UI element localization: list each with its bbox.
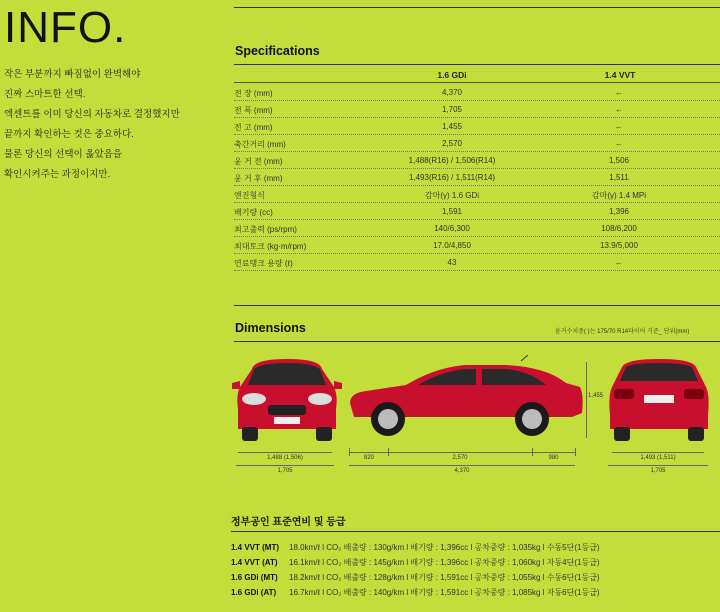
spec-row bbox=[234, 203, 720, 220]
fuel-model: 1.4 VVT (AT) bbox=[231, 558, 278, 567]
spec-value-vvt: ← bbox=[615, 105, 623, 114]
spec-row bbox=[234, 101, 720, 118]
spec-value-gdi: 1,488(R16) / 1,506(R14) bbox=[408, 156, 496, 165]
front-overhang-label: 820 bbox=[363, 455, 374, 461]
spec-value-gdi: 1,705 bbox=[441, 105, 463, 114]
fuel-row bbox=[231, 557, 600, 568]
dimensions-note: 윤거수치중( )는 175/70 R14타이어 기준_ 단위(mm) bbox=[555, 329, 690, 335]
height-label: 1,455 bbox=[588, 393, 604, 399]
fuel-model: 1.6 GDi (AT) bbox=[231, 588, 277, 597]
spec-value-vvt: 1,506 bbox=[608, 156, 630, 165]
spec-value-gdi: 1,493(R16) / 1,511(R14) bbox=[408, 173, 496, 182]
fuel-model: 1.6 GDi (MT) bbox=[231, 573, 278, 582]
column-header-vvt: 1.4 VVT bbox=[604, 70, 636, 80]
car-front-view bbox=[232, 355, 342, 445]
dimensions-divider bbox=[234, 341, 720, 342]
front-width-line bbox=[236, 465, 334, 466]
fuel-detail: 16.7km/ℓ l CO₂ 배출량 : 140g/km l 배기량 : 1,591cc l 공차중량 : 1,085kg l 자동6단(1등급) bbox=[289, 588, 600, 597]
fuel-detail: 16.1km/ℓ l CO₂ 배출량 : 145g/km l 배기량 : 1,396cc l 공차중량 : 1,060kg l 자동4단(1등급) bbox=[289, 558, 600, 567]
spec-value-gdi: 1,455 bbox=[441, 122, 463, 131]
spec-value-gdi: 4,370 bbox=[441, 88, 463, 97]
intro-line: 작은 부분까지 빠짐없이 완벽해야 bbox=[4, 69, 141, 80]
spec-value-gdi: 감마(γ) 1.6 GDi bbox=[424, 191, 480, 200]
dimensions-title: Dimensions bbox=[235, 321, 306, 335]
top-divider bbox=[234, 7, 720, 8]
spec-row bbox=[234, 118, 720, 135]
rear-overhang-label: 980 bbox=[548, 455, 559, 461]
front-track-label: 1,488 (1,506) bbox=[267, 455, 303, 461]
spec-row bbox=[234, 220, 720, 237]
spec-label: 윤 거 후 (mm) bbox=[234, 174, 283, 183]
spec-row bbox=[234, 254, 720, 271]
spec-value-vvt: ← bbox=[615, 258, 623, 267]
fuel-divider bbox=[231, 531, 720, 532]
spec-value-gdi: 43 bbox=[447, 258, 457, 267]
spec-row bbox=[234, 84, 720, 101]
spec-value-gdi: 2,570 bbox=[441, 139, 463, 148]
rear-track-label: 1,493 (1,511) bbox=[640, 455, 676, 461]
fuel-detail: 18.0km/ℓ l CO₂ 배출량 : 130g/km l 배기량 : 1,396cc l 공차중량 : 1,035kg l 수동5단(1등급) bbox=[289, 543, 600, 552]
spec-value-vvt: 감마(γ) 1.4 MPi bbox=[591, 191, 647, 200]
spec-value-vvt: 13.9/5,000 bbox=[600, 241, 638, 250]
spec-label: 전 장 (mm) bbox=[234, 89, 273, 98]
spec-value-vvt: ← bbox=[615, 139, 623, 148]
spec-row bbox=[234, 169, 720, 186]
specs-header-divider bbox=[234, 82, 720, 83]
column-header-gdi: 1.6 GDi bbox=[437, 70, 467, 80]
spec-row bbox=[234, 186, 720, 203]
front-track-line bbox=[238, 452, 332, 453]
rear-width-label: 1,705 bbox=[650, 468, 666, 474]
fuel-row bbox=[231, 542, 600, 553]
dim-tick bbox=[575, 448, 576, 456]
spec-label: 배기량 (cc) bbox=[234, 208, 273, 217]
intro-line: 확인시켜주는 과정이지만. bbox=[4, 169, 111, 180]
rear-width-line bbox=[608, 465, 708, 466]
spec-label: 최고출력 (ps/rpm) bbox=[234, 225, 297, 234]
spec-label: 전 고 (mm) bbox=[234, 123, 273, 132]
page-title: INFO. bbox=[4, 3, 127, 52]
car-rear-view bbox=[604, 355, 714, 445]
fuel-economy-title: 정부공인 표준연비 및 등급 bbox=[231, 517, 346, 528]
side-segment-line bbox=[349, 452, 575, 453]
spec-value-vvt: ← bbox=[615, 122, 623, 131]
spec-value-gdi: 1,591 bbox=[441, 207, 463, 216]
spec-value-vvt: 108/6,200 bbox=[601, 224, 637, 233]
spec-label: 엔진형식 bbox=[234, 191, 265, 200]
spec-label: 연료탱크 용량 (ℓ) bbox=[234, 259, 293, 268]
spec-row bbox=[234, 152, 720, 169]
spec-label: 윤 거 전 (mm) bbox=[234, 157, 283, 166]
dimensions-divider-top bbox=[234, 305, 720, 306]
rear-track-line bbox=[612, 452, 704, 453]
intro-line: 물론 당신의 선택이 옳았음을 bbox=[4, 149, 123, 160]
spec-value-gdi: 140/6,300 bbox=[434, 224, 470, 233]
spec-value-gdi: 17.0/4,850 bbox=[433, 241, 471, 250]
spec-value-vvt: 1,396 bbox=[608, 207, 630, 216]
specifications-title: Specifications bbox=[235, 44, 320, 58]
car-side-view bbox=[346, 355, 586, 445]
front-width-label: 1,705 bbox=[277, 468, 293, 474]
side-length-label: 4,370 bbox=[454, 468, 470, 474]
intro-line: 엑센트를 이미 당신의 자동차로 결정했지만 bbox=[4, 109, 180, 120]
spec-row bbox=[234, 135, 720, 152]
side-length-line bbox=[349, 465, 575, 466]
spec-value-vvt: 1,511 bbox=[609, 173, 629, 182]
fuel-row bbox=[231, 587, 600, 598]
fuel-row bbox=[231, 572, 600, 583]
fuel-detail: 18.2km/ℓ l CO₂ 배출량 : 128g/km l 배기량 : 1,591cc l 공차중량 : 1,055kg l 수동6단(1등급) bbox=[289, 573, 600, 582]
height-line bbox=[586, 362, 587, 438]
fuel-model: 1.4 VVT (MT) bbox=[231, 543, 280, 552]
spec-label: 축간거리 (mm) bbox=[234, 140, 286, 149]
intro-line: 진짜 스마트한 선택. bbox=[4, 89, 86, 100]
spec-label: 전 폭 (mm) bbox=[234, 106, 273, 115]
intro-line: 끝까지 확인하는 것은 중요하다. bbox=[4, 129, 134, 140]
row-divider bbox=[234, 270, 720, 271]
spec-label: 최대토크 (kg·m/rpm) bbox=[234, 242, 307, 251]
wheelbase-label: 2,570 bbox=[452, 455, 468, 461]
specs-divider bbox=[234, 64, 720, 65]
spec-value-vvt: ← bbox=[615, 88, 623, 97]
spec-row bbox=[234, 237, 720, 254]
